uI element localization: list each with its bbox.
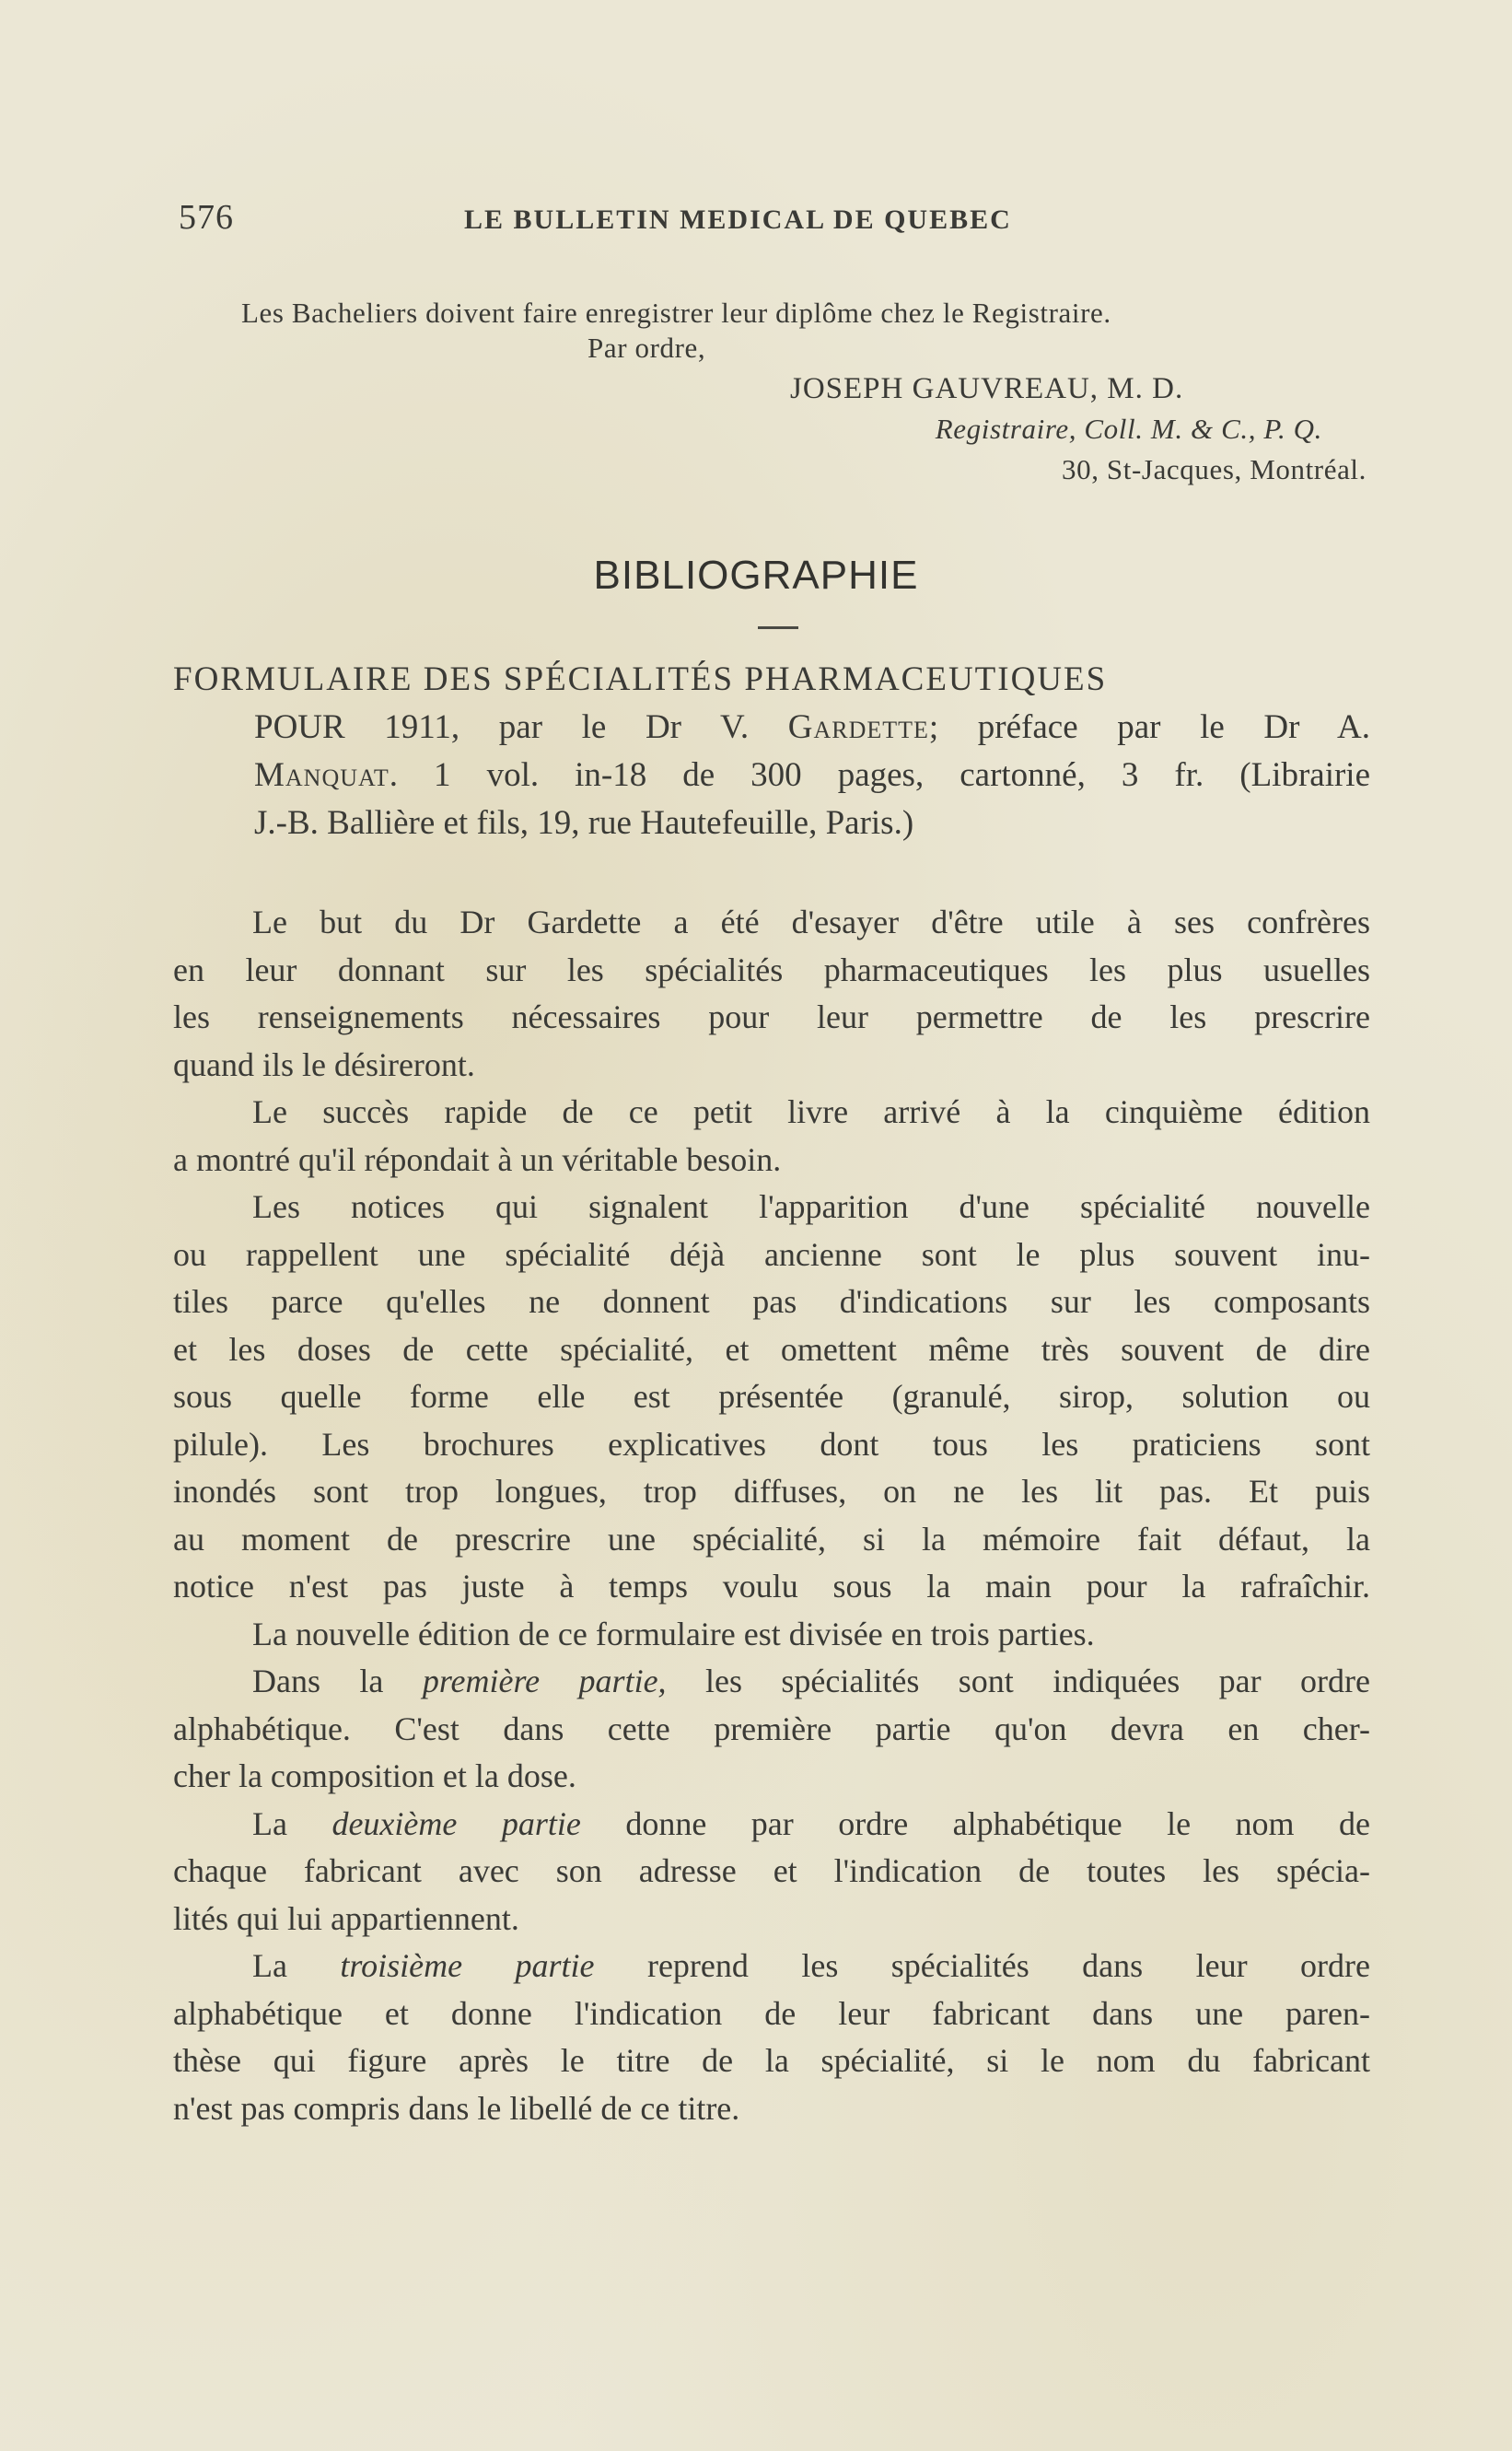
- text-run: les spécialités sont indiquées par ordre: [666, 1663, 1371, 1699]
- text-line: au moment de prescrire une spécialité, si la mémoire fait défaut, la: [173, 1520, 1370, 1558]
- text-line: quand ils le désireront.: [173, 1045, 475, 1083]
- text-line: lités qui lui appartiennent.: [173, 1899, 519, 1937]
- text-line: sous quelle forme elle est présentée (granulé, sirop, solution ou: [173, 1378, 1370, 1415]
- book-ref-text: ; préface par le Dr A.: [928, 708, 1371, 746]
- text-line: tiles parce qu'elles ne donnent pas d'indications sur les composants: [173, 1283, 1370, 1320]
- paragraph-1: [173, 899, 1370, 1089]
- text-line: Le succès rapide de ce petit livre arrivé à la cinquième édition: [252, 1093, 1370, 1130]
- text-run: donne par ordre alphabétique le nom de: [580, 1804, 1371, 1842]
- text-line: chaque fabricant avec son adresse et l'indication de toutes les spécia-: [173, 1852, 1370, 1889]
- author-name: Gardette: [787, 708, 929, 746]
- book-ref-line-4: J.-B. Ballière et fils, 19, rue Hautefeuille, Paris.): [254, 804, 914, 842]
- text-line: Le but du Dr Gardette a été d'esayer d'être utile à ses confrères: [252, 904, 1370, 940]
- text-line: a montré qu'il répondait à un véritable besoin.: [173, 1140, 782, 1178]
- text-run: La: [252, 1947, 341, 1984]
- book-ref-text: POUR 1911, par le Dr V.: [254, 708, 788, 746]
- emphasis: troisième partie: [340, 1947, 595, 1984]
- text-line: notice n'est pas juste à temps voulu sous la main pour la rafraîchir.: [173, 1568, 1370, 1605]
- text-line: Les notices qui signalent l'apparition d'une spécialité nouvelle: [252, 1188, 1370, 1225]
- paragraph-7: [173, 1943, 1370, 2132]
- preface-author-name: Manquat: [254, 756, 390, 794]
- text-line: et les doses de cette spécialité, et omettent même très souvent de dire: [173, 1330, 1370, 1368]
- paragraph-2: [173, 1089, 1370, 1184]
- by-order: Par ordre,: [587, 332, 706, 364]
- paragraph-3: [173, 1184, 1370, 1611]
- text-line: La nouvelle édition de ce formulaire est divisée en trois parties.: [252, 1615, 1095, 1652]
- text-line: ou rappellent une spécialité déjà ancienne sont le plus souvent inu-: [173, 1235, 1370, 1273]
- book-ref-text: . 1 vol. in-18 de 300 pages, cartonné, 3 fr. (Librairie: [389, 756, 1370, 794]
- text-run: reprend les spécialités dans leur ordre: [594, 1947, 1370, 1984]
- text-line: cher la composition et la dose.: [173, 1757, 576, 1794]
- section-heading: BIBLIOGRAPHIE: [593, 553, 919, 598]
- book-ref-line-2: [173, 704, 1370, 752]
- journal-title: LE BULLETIN MEDICAL DE QUEBEC: [464, 204, 1012, 235]
- text-line: [173, 1801, 1370, 1849]
- text-line: alphabétique et donne l'indication de leur fabricant dans une paren-: [173, 1994, 1370, 2032]
- text-line: n'est pas compris dans le libellé de ce titre.: [173, 2089, 740, 2127]
- text-line: inondés sont trop longues, trop diffuses, on ne les lit pas. Et puis: [173, 1473, 1370, 1510]
- notice-text: Les Bacheliers doivent faire enregistrer leur diplôme chez le Registraire.: [241, 297, 1111, 329]
- paragraph-6: [173, 1801, 1370, 1943]
- text-line: les renseignements nécessaires pour leur permettre de les prescrire: [173, 998, 1370, 1035]
- signer-name: JOSEPH GAUVREAU, M. D.: [790, 372, 1184, 405]
- text-run: Dans la: [252, 1663, 423, 1699]
- text-line: alphabétique. C'est dans cette première partie qu'on devra en cher-: [173, 1710, 1370, 1747]
- signer-address: 30, St-Jacques, Montréal.: [1062, 453, 1367, 485]
- book-ref-line-3: [173, 752, 1370, 799]
- text-line: thèse qui figure après le titre de la spécialité, si le nom du fabricant: [173, 2042, 1370, 2079]
- review-body: [173, 899, 1370, 2132]
- text-line: pilule). Les brochures explicatives dont tous les praticiens sont: [173, 1425, 1370, 1463]
- text-run: La: [252, 1804, 332, 1842]
- text-line: [173, 1658, 1370, 1706]
- running-head: [173, 197, 1370, 243]
- book-title-line: FORMULAIRE DES SPÉCIALITÉS PHARMACEUTIQUES: [173, 660, 1108, 698]
- signer-title: Registraire, Coll. M. & C., P. Q.: [935, 413, 1322, 445]
- paragraph-4: [173, 1611, 1370, 1659]
- page-number: 576: [179, 198, 234, 237]
- book-reference: [173, 656, 1370, 847]
- emphasis: deuxième partie: [331, 1804, 581, 1842]
- paragraph-5: [173, 1658, 1370, 1801]
- text-line: [173, 1943, 1370, 1990]
- emphasis: première partie,: [422, 1663, 667, 1699]
- heading-rule: [758, 626, 798, 629]
- text-line: en leur donnant sur les spécialités pharmaceutiques les plus usuelles: [173, 951, 1370, 988]
